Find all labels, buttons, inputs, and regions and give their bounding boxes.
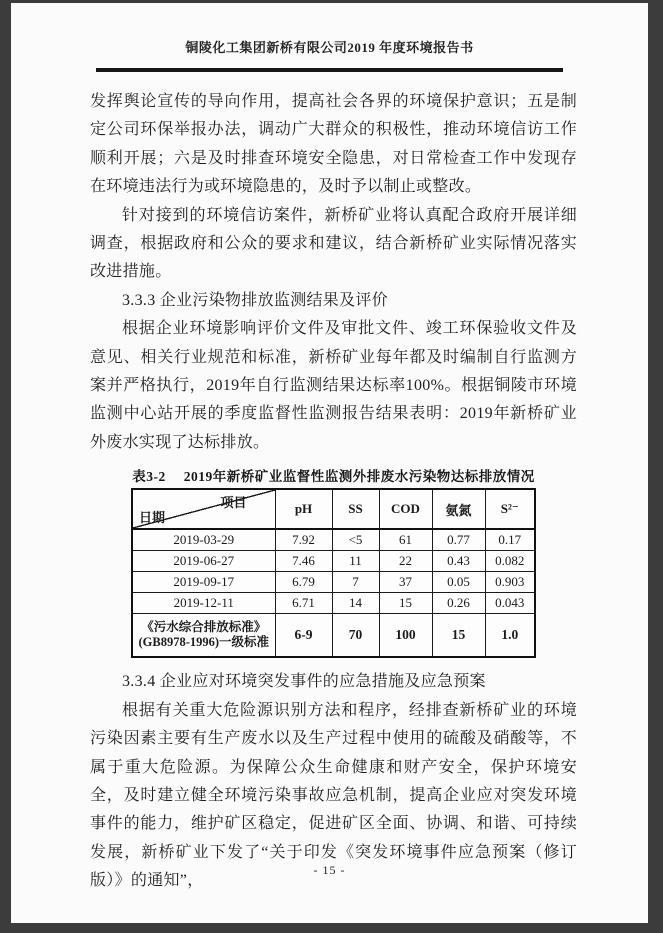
cell-ph: 7.46 (275, 551, 332, 572)
standard-ammonia: 15 (432, 614, 485, 658)
cell-cod: 61 (379, 529, 432, 551)
standard-label-line1: 《污水综合排放标准》 (141, 620, 267, 635)
cell-date: 2019-12-11 (132, 593, 275, 614)
cell-ammonia: 0.43 (432, 551, 485, 572)
cell-sulfide: 0.043 (485, 593, 535, 614)
standard-ph: 6-9 (275, 614, 332, 658)
table-caption (90, 465, 577, 485)
column-header-cod: COD (379, 489, 432, 529)
standard-ss: 70 (332, 614, 379, 658)
cell-ph: 7.92 (275, 529, 332, 551)
monitoring-table (131, 488, 536, 658)
column-header-ammonia: 氨氮 (432, 489, 485, 529)
table-row (132, 529, 535, 551)
cell-cod: 22 (379, 551, 432, 572)
standard-label-line2: (GB8978-1996)一级标准 (138, 635, 270, 650)
paragraph-emergency: 根据有关重大危险源识别方法和程序，经排查新桥矿业的环境污染因素主要有生产废水以及生产过程中使用的硫酸及硝酸等，不属于重大危险源。为保障公众生命健康和财产安全，保护环境安全，及时建立健全环境污染事故应急机制，提高企业应对突发环境事件的能力，维护矿区稳定，促进矿区全面、协调、和谐、可持续发展，新桥矿业下发了“关于印发《突发环境事件应急预案（修订版）》的通知”， (90, 701, 577, 890)
cell-ss: 14 (332, 593, 379, 614)
cell-cod: 37 (379, 572, 432, 593)
report-header-title: 铜陵化工集团新桥有限公司2019 年度环境报告书 (185, 40, 474, 55)
standard-cod: 100 (379, 614, 432, 658)
column-header-ss: SS (332, 489, 379, 529)
table-row (132, 572, 535, 593)
table-caption-title: 2019年新桥矿业监督性监测外排废水污染物达标排放情况 (183, 469, 535, 485)
table-caption-label: 表3-2 (132, 469, 166, 485)
cell-date: 2019-06-27 (132, 551, 275, 572)
cell-date: 2019-03-29 (132, 529, 275, 551)
paragraph-complaints: 针对接到的环境信访案件，新桥矿业将认真配合政府开展详细调查，根据政府和公众的要求和建议，结合新桥矿业实际情况落实改进措施。 (90, 206, 577, 281)
cell-ss: <5 (332, 529, 379, 551)
column-header-ph: pH (275, 489, 332, 529)
cell-ph: 6.71 (275, 593, 332, 614)
column-header-sulfide: S²⁻ (485, 489, 535, 529)
corner-label-date: 日期 (139, 510, 166, 526)
section-heading-333: 3.3.3 企业污染物排放监测结果及评价 (122, 291, 389, 309)
table-row (132, 551, 535, 572)
standard-label (132, 614, 275, 658)
header-divider-rule (96, 68, 563, 72)
cell-ss: 11 (332, 551, 379, 572)
cell-ammonia: 0.26 (432, 593, 485, 614)
page-content (90, 88, 577, 896)
paragraph-continuation: 发挥舆论宣传的导向作用，提高社会各界的环境保护意识；五是制定公司环保举报办法，调动广大群众的积极性，推动环境信访工作顺利开展；六是及时排查环境安全隐患，对日常检查工作中发现存在环境违法行为或环境隐患的，及时予以制止或整改。 (90, 93, 577, 196)
cell-ph: 6.79 (275, 572, 332, 593)
table-row (132, 593, 535, 614)
corner-label-item: 项目 (220, 495, 247, 511)
cell-cod: 15 (379, 593, 432, 614)
document-page (11, 3, 648, 923)
cell-sulfide: 0.17 (485, 529, 535, 551)
cell-ammonia: 0.05 (432, 572, 485, 593)
section-heading-334: 3.3.4 企业应对环境突发事件的应急措施及应急预案 (122, 673, 486, 691)
cell-sulfide: 0.082 (485, 551, 535, 572)
table-header-row (132, 489, 535, 529)
table-corner-cell (132, 489, 275, 529)
page-number: - 15 - (313, 863, 346, 877)
standard-limit-row (132, 614, 535, 658)
standard-sulfide: 1.0 (485, 614, 535, 658)
cell-date: 2019-09-17 (132, 572, 275, 593)
paragraph-monitoring: 根据企业环境影响评价文件及审批文件、竣工环保验收文件及意见、相关行业规范和标准，新桥矿业每年都及时编制自行监测方案并严格执行，2019年自行监测结果达标率100%。根据铜陵市环境监测中心站开展的季度监督性监测报告结果表明：2019年新桥矿业外废水实现了达标排放。 (90, 320, 577, 451)
cell-ss: 7 (332, 572, 379, 593)
cell-sulfide: 0.903 (485, 572, 535, 593)
cell-ammonia: 0.77 (432, 529, 485, 551)
